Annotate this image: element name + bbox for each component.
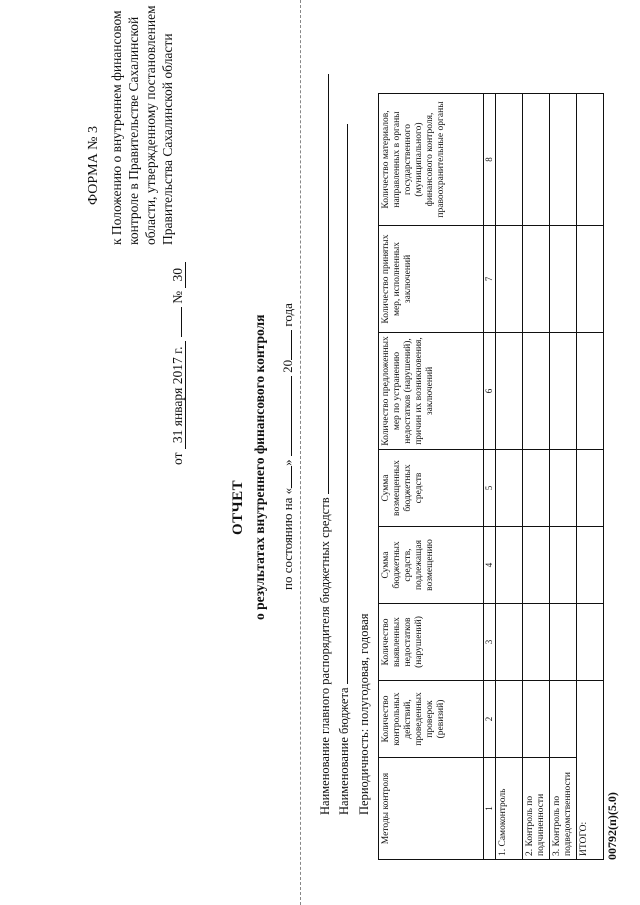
as-of-quote: »: [280, 459, 295, 466]
budget-blank: [347, 124, 348, 684]
number-label: №: [170, 290, 185, 304]
decree-number: 30: [170, 262, 186, 288]
header-cell: Количество материалов, направленных в органы государственного (муниципального) финансового контроля, правоохранительные органы: [379, 94, 484, 226]
table-cell: [577, 450, 604, 527]
table-cell: [577, 527, 604, 604]
table-cell: [550, 527, 577, 604]
date-blank: [181, 307, 182, 337]
distributor-label: Наименование главного распорядителя бюджетных средств: [318, 497, 332, 815]
decree-line: области, утвержденному постановлением: [143, 5, 158, 245]
table-cell: [496, 450, 523, 527]
date-prefix: от: [170, 452, 185, 465]
column-number: 3: [484, 604, 496, 681]
table-cell: [496, 94, 523, 226]
report-subtitle: о результатах внутреннего финансового контроля: [252, 314, 267, 620]
table-cell: [550, 450, 577, 527]
column-number: 6: [484, 333, 496, 450]
column-number-row: [484, 94, 496, 860]
table-cell: [550, 604, 577, 681]
header-cell: Методы контроля: [379, 758, 484, 860]
table-cell: [577, 333, 604, 450]
table-cell: [496, 681, 523, 758]
table-row: [550, 94, 577, 860]
total-label: ИТОГО:: [577, 681, 604, 860]
total-row: [577, 94, 604, 860]
table-cell: [550, 333, 577, 450]
table-cell: [523, 681, 550, 758]
row-label: 2. Контроль по подчиненности: [523, 758, 550, 860]
budget-field: [337, 124, 352, 815]
form-code: 00792(п)(5.0): [605, 792, 619, 860]
column-number: 4: [484, 527, 496, 604]
table-cell: [577, 604, 604, 681]
table-cell: [523, 333, 550, 450]
table-cell: [496, 333, 523, 450]
row-label: 1. Самоконтроль: [496, 758, 523, 860]
form-number: ФОРМА № 3: [86, 125, 101, 205]
decree-date-line: [170, 262, 186, 465]
table-row: [496, 94, 523, 860]
table-cell: [523, 450, 550, 527]
column-number: 7: [484, 226, 496, 333]
column-number: 5: [484, 450, 496, 527]
distributor-blank: [328, 74, 329, 494]
report-table: [378, 93, 604, 860]
column-number: 2: [484, 681, 496, 758]
table-cell: [496, 226, 523, 333]
table-cell: [496, 527, 523, 604]
distributor-field: [318, 74, 333, 815]
row-label: 3. Контроль по подведомственности: [550, 758, 577, 860]
decree-reference: [108, 5, 176, 245]
decree-date: 31 января 2017 г.: [170, 341, 186, 450]
as-of-line: [280, 303, 296, 590]
table-row: [523, 94, 550, 860]
as-of-label: по состоянию на «: [280, 487, 295, 590]
column-number: 8: [484, 94, 496, 226]
day-blank: [291, 466, 292, 488]
table-cell: [523, 226, 550, 333]
table-cell: [523, 604, 550, 681]
table-cell: [577, 94, 604, 226]
year-blank: [291, 330, 292, 360]
table-cell: [550, 681, 577, 758]
year-prefix: 20: [280, 359, 295, 373]
header-cell: Количество принятых мер, исполненных заключений: [379, 226, 484, 333]
header-cell: Количество выявленных недостатков (нарушений): [379, 604, 484, 681]
header-cell: Количество предложенных мер по устранению недостатков (нарушений), причин их возникновения, заключений: [379, 333, 484, 450]
decree-line: контроле в Правительстве Сахалинской: [126, 16, 141, 245]
periodicity-field: [357, 613, 372, 815]
column-number: 1: [484, 758, 496, 860]
month-blank: [291, 376, 292, 456]
table-header-row: [379, 94, 484, 860]
header-cell: Количество контрольных действий, проведенных проверок (ревизий): [379, 681, 484, 758]
budget-label: Наименование бюджета: [337, 687, 351, 815]
decree-line: к Положению о внутреннем финансовом: [109, 10, 124, 245]
table-cell: [577, 226, 604, 333]
periodicity-label: Периодичность: полугодовая, годовая: [357, 613, 371, 815]
table-cell: [550, 226, 577, 333]
table-cell: [523, 527, 550, 604]
report-title: ОТЧЕТ: [230, 479, 246, 535]
decree-line: Правительства Сахалинской области: [160, 33, 175, 245]
table-cell: [523, 94, 550, 226]
table-cell: [550, 94, 577, 226]
year-suffix: года: [280, 303, 295, 327]
header-cell: Сумма возмещенных бюджетных средств: [379, 450, 484, 527]
table-cell: [496, 604, 523, 681]
header-cell: Сумма бюджетных средств, подлежащая возмещению: [379, 527, 484, 604]
